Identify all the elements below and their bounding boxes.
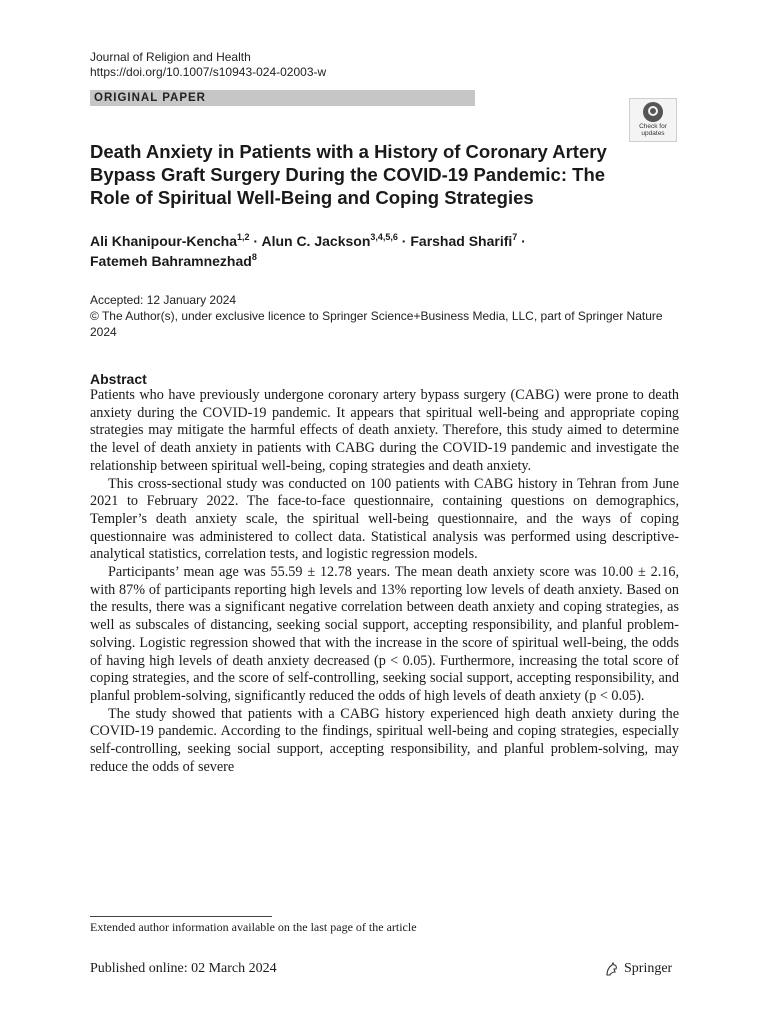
article-title: Death Anxiety in Patients with a History of Coronary Artery Bypass Graft Surgery During the COVID-19 Pandemic: The Role of Spiritual Well-Being and Coping Strategies [90, 141, 607, 208]
article-dates [90, 292, 680, 340]
publisher-logo [604, 961, 672, 977]
springer-horse-icon [604, 961, 620, 977]
publisher-name: Springer [624, 961, 673, 976]
accepted-date: Accepted: 12 January 2024 [90, 293, 237, 307]
author-name[interactable]: Alun C. Jackson [261, 233, 371, 249]
footnote-divider [90, 916, 272, 917]
section-label: ORIGINAL PAPER [90, 90, 475, 106]
copyright-notice: © The Author(s), under exclusive licence to Springer Science+Business Media, LLC, part of Springer Nature 2024 [90, 309, 663, 339]
author-separator: · [249, 233, 262, 249]
author-separator: · [517, 233, 526, 249]
abstract-paragraph: Participants’ mean age was 55.59 ± 12.78 years. The mean death anxiety score was 10.00 ± 2.16, with 87% of participants reporting high levels and 13% reporting low levels of death anxiety. Based on the results, there was a significant negative correlation between death anxiety and coping strategies, as well as subscales of distancing, seeking social support, accepting responsibility, and planful problem-solving. Logistic regression showed that with the increase in the score of spiritual well-being, the odds of having high levels of death anxiety decreased (p < 0.05). Furthermore, increasing the total score of coping strategies, and the score of self-controlling, seeking social support, accepting responsibility, and planful problem-solving, significantly reduced the odds of high levels of death anxiety (p < 0.05). [90, 564, 679, 704]
author-affiliation: 1,2 [237, 232, 250, 242]
check-updates-icon [643, 102, 663, 122]
abstract-paragraph: This cross-sectional study was conducted on 100 patients with CABG history in Tehran from June 2021 to February 2022. The face-to-face questionnaire, containing questions on demographics, Templer’s death anxiety scale, the spiritual well-being questionnaire, and the ways of coping questionnaire was administered to collect data. Statistical analysis was performed using descriptive-analytical statistics, correlation tests, and logistic regression models. [90, 475, 679, 563]
abstract-paragraph: The study showed that patients with a CABG history experienced high death anxiety during the COVID-19 pandemic. According to the findings, spiritual well-being and coping strategies, especially self-controlling, seeking social support, accepting responsibility, and planful problem-solving, may reduce the odds of severe [90, 705, 679, 775]
journal-header [90, 50, 326, 80]
doi-link[interactable]: https://doi.org/10.1007/s10943-024-02003-w [90, 65, 327, 79]
author-affiliation: 7 [512, 232, 518, 242]
author-name[interactable]: Farshad Sharifi [410, 233, 513, 249]
author-list [90, 231, 650, 271]
journal-name: Journal of Religion and Health [90, 50, 251, 64]
published-date: Published online: 02 March 2024 [90, 961, 277, 976]
abstract-body [90, 387, 679, 776]
abstract-heading: Abstract [90, 371, 147, 387]
author-affiliation: 8 [251, 252, 257, 262]
author-affiliation: 3,4,5,6 [370, 232, 398, 242]
author-separator: · [397, 233, 411, 249]
author-name[interactable]: Ali Khanipour-Kencha [90, 233, 238, 249]
badge-text-2: updates [641, 130, 665, 137]
badge-text-1: Check for [639, 123, 667, 130]
author-name[interactable]: Fatemeh Bahramnezhad [90, 253, 252, 269]
abstract-paragraph: Patients who have previously undergone coronary artery bypass surgery (CABG) were prone to death anxiety during the COVID-19 pandemic. It appears that spiritual well-being and appropriate coping strategies may mitigate the harmful effects of death anxiety. Therefore, this study aimed to determine the level of death anxiety in patients with CABG during the COVID-19 pandemic and investigate the relationship between spiritual well-being, coping strategies and death anxiety. [90, 387, 679, 474]
footnote: Extended author information available on the last page of the article [90, 920, 417, 934]
check-for-updates-badge[interactable] [629, 98, 677, 142]
